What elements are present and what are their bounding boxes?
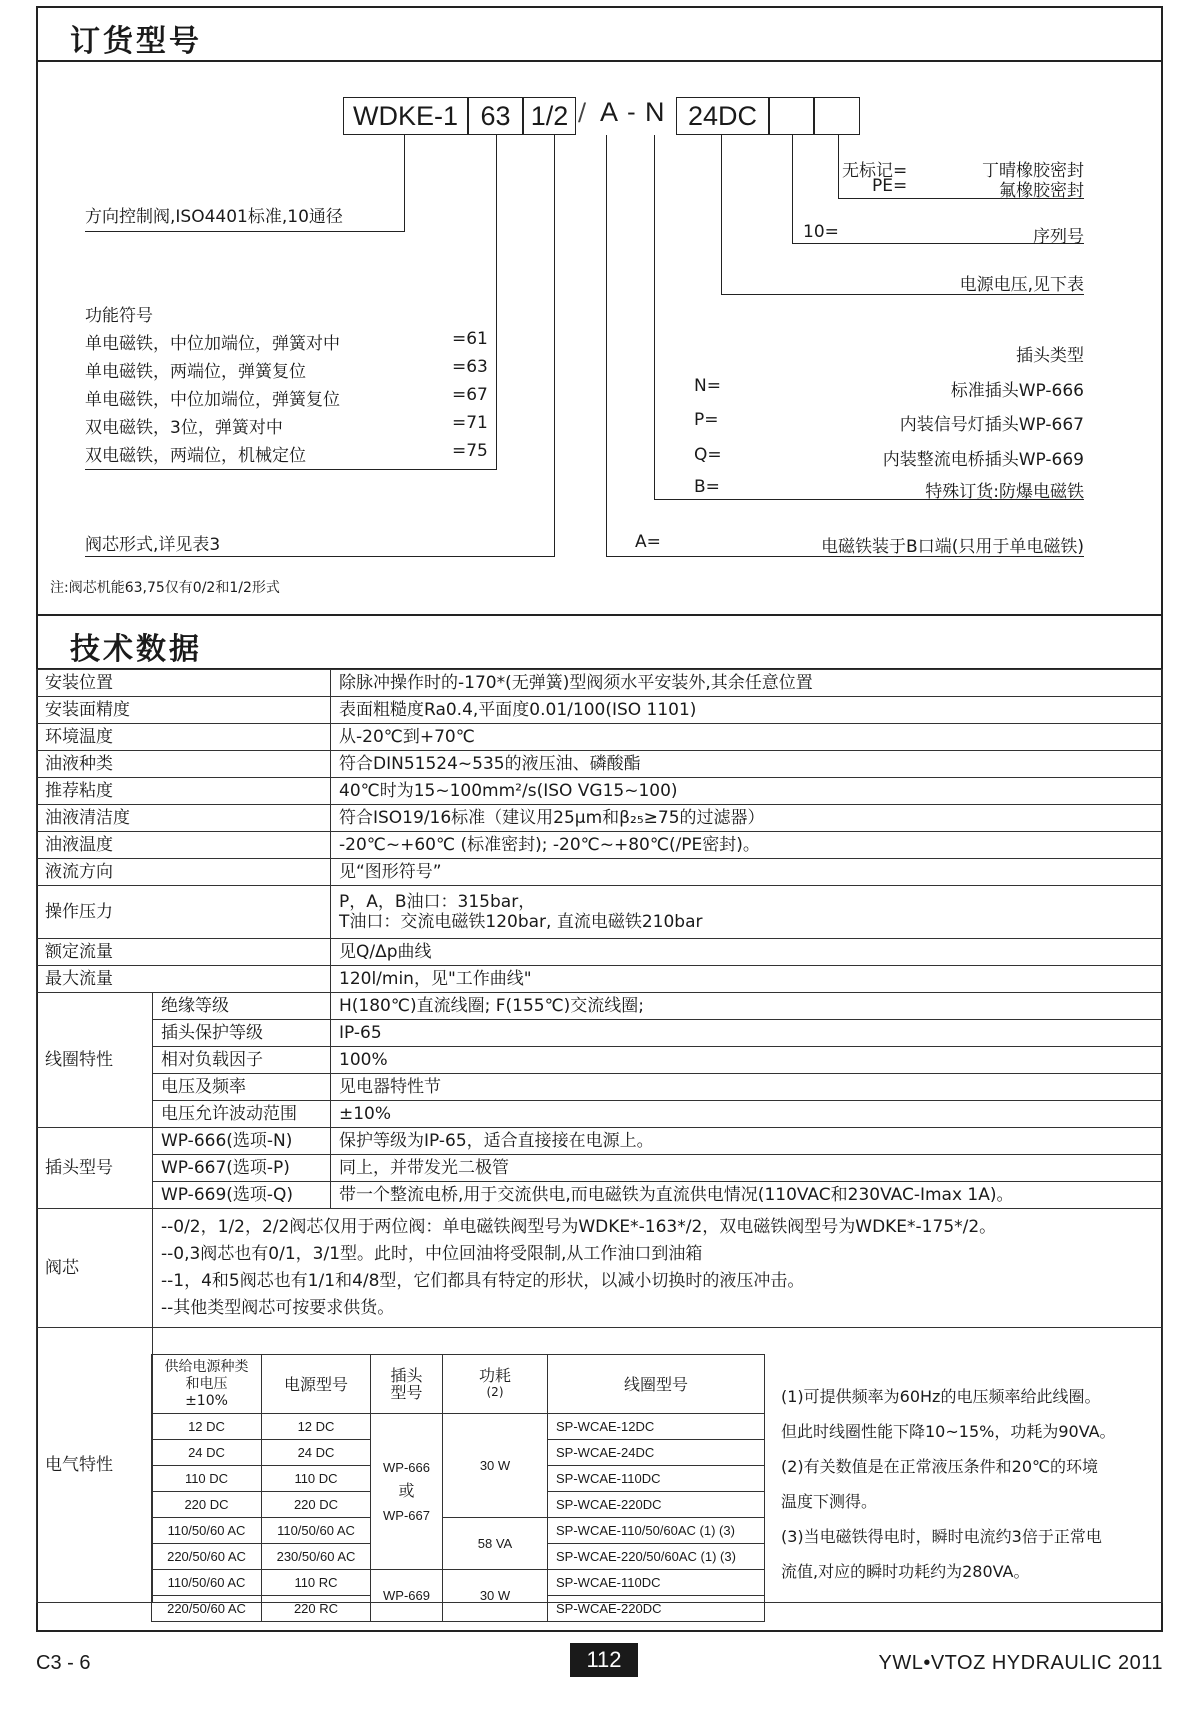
row-value: 见“图形符号”	[331, 859, 1163, 886]
leader-line	[554, 135, 555, 556]
table-row	[37, 1209, 1163, 1328]
header-tolerance: ±10%	[185, 1392, 228, 1409]
plug-group-a3: WP-667	[383, 1507, 430, 1523]
code-dash: -	[627, 98, 636, 126]
header-power-note: (2)	[486, 1385, 504, 1399]
plug-type-label: 插头型号	[37, 1128, 153, 1209]
cell-source: 220 RC	[262, 1596, 371, 1622]
plug-group-a2: 或	[398, 1482, 415, 1500]
function-desc: 双电磁铁，3位，弹簧对中	[85, 418, 283, 438]
row-label: 操作压力	[37, 886, 331, 939]
voltage-label: 电源电压,见下表	[959, 275, 1084, 295]
tech-section-header	[36, 614, 1163, 670]
cell-supply: 12 DC	[152, 1414, 262, 1440]
code-slash: /	[578, 98, 587, 126]
cell-supply: 110/50/60 AC	[152, 1518, 262, 1544]
cell-plug-group-b: WP-669	[371, 1570, 443, 1622]
row-value: IP-65	[331, 1020, 1163, 1047]
table-row	[37, 939, 1163, 966]
page-number: 112	[570, 1643, 638, 1677]
electrical-notes	[781, 1379, 1116, 1589]
header-power-label: 功耗	[478, 1366, 511, 1385]
plug-key: B=	[694, 477, 720, 497]
cell-supply: 220 DC	[152, 1492, 262, 1518]
sub-label: WP-669(选项-Q)	[153, 1182, 331, 1209]
spool-line: --0,3阀芯也有0/1，3/1型。此时，中位回油将受限制,从工作油口到油箱	[161, 1244, 703, 1264]
header-supply-label: 供给电源种类和电压	[164, 1358, 249, 1392]
cell-source: 12 DC	[262, 1414, 371, 1440]
cell-coil: SP-WCAE-110DC	[548, 1570, 765, 1596]
row-label: 额定流量	[37, 939, 331, 966]
plug-value: 特殊订货:防爆电磁铁	[925, 482, 1084, 502]
cell-source: 110/50/60 AC	[262, 1518, 371, 1544]
header-supply	[152, 1355, 262, 1414]
cell-coil: SP-WCAE-24DC	[548, 1440, 765, 1466]
code-box-spool: 1/2	[523, 97, 576, 135]
function-title: 功能符号	[85, 306, 153, 326]
function-code: =67	[452, 385, 488, 405]
cell-supply: 220/50/60 AC	[152, 1544, 262, 1570]
footer-brand: YWL•VTOZ HYDRAULIC 2011	[878, 1652, 1163, 1674]
table-row	[37, 832, 1163, 859]
sub-label: 电压及频率	[153, 1074, 331, 1101]
note-line: 但此时线圈性能下降10~15%，功耗为90VA。	[781, 1422, 1116, 1441]
cell-supply: 220/50/60 AC	[152, 1596, 262, 1622]
function-desc: 双电磁铁，两端位，机械定位	[85, 446, 306, 466]
ordering-section-header	[36, 6, 1163, 62]
leader-line	[721, 135, 722, 295]
leader-line	[496, 135, 497, 470]
series-value: 序列号	[1033, 227, 1084, 247]
header-coil: 线圈型号	[548, 1355, 765, 1414]
sub-label: 插头保护等级	[153, 1020, 331, 1047]
spool-line: --0/2，1/2，2/2阀芯仅用于两位阀：单电磁铁阀型号为WDKE*-163*/2，双电磁铁阀型号为WDKE*-175*/2。	[161, 1217, 997, 1237]
table-row	[37, 1074, 1163, 1101]
cell-plug-group-a	[371, 1414, 443, 1570]
header-power	[443, 1355, 548, 1414]
function-code: =71	[452, 413, 488, 433]
seal-value-2: 氟橡胶密封	[999, 181, 1084, 201]
row-value: H(180℃)直流线圈; F(155℃)交流线圈;	[331, 993, 1163, 1020]
table-row	[37, 805, 1163, 832]
sub-label: 电压允许波动范围	[153, 1101, 331, 1128]
table-row	[152, 1414, 765, 1440]
function-desc: 单电磁铁，中位加端位，弹簧复位	[85, 390, 340, 410]
table-row	[37, 1182, 1163, 1209]
note-line: (3)当电磁铁得电时，瞬时电流约3倍于正常电	[781, 1527, 1102, 1546]
note-line: (2)有关数值是在正常液压条件和20℃的环境	[781, 1457, 1098, 1476]
ordering-note: 注:阀芯机能63,75仅有0/2和1/2形式	[50, 580, 280, 596]
header-plug	[371, 1355, 443, 1414]
row-value: 见电器特性节	[331, 1074, 1163, 1101]
row-label: 安装位置	[37, 670, 331, 697]
cell-source: 220 DC	[262, 1492, 371, 1518]
cell-supply: 110/50/60 AC	[152, 1570, 262, 1596]
cell-coil: SP-WCAE-110/50/60AC (1) (3)	[548, 1518, 765, 1544]
cell-source: 230/50/60 AC	[262, 1544, 371, 1570]
row-value: 见Q/Δp曲线	[331, 939, 1163, 966]
electrical-label: 电气特性	[37, 1328, 153, 1603]
sub-label: 绝缘等级	[153, 993, 331, 1020]
seal-key-2: PE=	[872, 176, 908, 196]
table-header-row	[152, 1355, 765, 1414]
cell-source: 110 DC	[262, 1466, 371, 1492]
row-value: ±10%	[331, 1101, 1163, 1128]
note-line: 温度下测得。	[781, 1492, 878, 1511]
code-box-type: WDKE-1	[343, 97, 468, 135]
row-value: 120l/min，见"工作曲线"	[331, 966, 1163, 993]
spool-notes	[153, 1209, 1163, 1328]
row-value: 同上，并带发光二极管	[331, 1155, 1163, 1182]
plug-key: N=	[694, 376, 721, 396]
header-plug-label: 插头型号	[390, 1366, 423, 1402]
leader-line	[85, 231, 405, 232]
table-row	[37, 670, 1163, 697]
code-box-a: A	[600, 97, 619, 127]
plug-value: 内装信号灯插头WP-667	[899, 415, 1084, 435]
table-row	[37, 697, 1163, 724]
spool-label: 阀芯	[37, 1209, 153, 1328]
leader-line	[792, 135, 793, 244]
row-value: 符合DIN51524~535的液压油、磷酸酯	[331, 751, 1163, 778]
cell-power-dc: 30 W	[443, 1414, 548, 1518]
valve-description: 方向控制阀,ISO4401标准,10通径	[85, 207, 343, 227]
solenoid-a-key: A=	[635, 532, 661, 552]
code-box-seal	[814, 97, 860, 135]
table-row	[37, 1047, 1163, 1074]
leader-line	[606, 135, 607, 556]
leader-line	[838, 135, 839, 199]
plug-value: 标准插头WP-666	[950, 381, 1084, 401]
code-box-plug: N	[645, 97, 665, 127]
cell-coil: SP-WCAE-220DC	[548, 1492, 765, 1518]
table-row	[37, 1020, 1163, 1047]
spool-form-label: 阀芯形式,详见表3	[85, 535, 221, 555]
table-row	[37, 751, 1163, 778]
spool-line: --其他类型阀芯可按要求供货。	[161, 1298, 395, 1318]
header-source: 电源型号	[262, 1355, 371, 1414]
cell-source: 110 RC	[262, 1570, 371, 1596]
cell-power-ac: 58 VA	[443, 1518, 548, 1570]
row-value: 除脉冲操作时的-170*(无弹簧)型阀须水平安装外,其余任意位置	[331, 670, 1163, 697]
table-row	[37, 1128, 1163, 1155]
cell-coil: SP-WCAE-220DC	[548, 1596, 765, 1622]
cell-coil: SP-WCAE-220/50/60AC (1) (3)	[548, 1544, 765, 1570]
cell-supply: 110 DC	[152, 1466, 262, 1492]
plug-key: Q=	[694, 445, 722, 465]
row-label: 环境温度	[37, 724, 331, 751]
plug-key: P=	[694, 410, 719, 430]
function-code: =75	[452, 441, 488, 461]
table-row	[37, 966, 1163, 993]
row-label: 油液清洁度	[37, 805, 331, 832]
plug-title: 插头类型	[1016, 346, 1084, 366]
leader-line	[85, 469, 497, 470]
row-label: 最大流量	[37, 966, 331, 993]
pressure-line-2: T油口：交流电磁铁120bar, 直流电磁铁210bar	[339, 912, 703, 932]
series-key: 10=	[803, 222, 839, 242]
row-value	[331, 886, 1163, 939]
seal-key-1: 无标记=	[842, 161, 908, 181]
table-row	[37, 993, 1163, 1020]
coil-label: 线圈特性	[37, 993, 153, 1128]
table-row	[37, 886, 1163, 939]
spool-line: --1，4和5阀芯也有1/1和4/8型，它们都具有特定的形状，以减小切换时的液压冲击。	[161, 1271, 805, 1291]
row-label: 油液温度	[37, 832, 331, 859]
ordering-title: 订货型号	[70, 24, 202, 59]
row-value: 表面粗糙度Ra0.4,平面度0.01/100(ISO 1101)	[331, 697, 1163, 724]
leader-line	[654, 135, 655, 499]
table-row	[37, 724, 1163, 751]
note-line: 流值,对应的瞬时功耗约为280VA。	[781, 1562, 1030, 1581]
row-value: 40℃时为15~100mm²/s(ISO VG15~100)	[331, 778, 1163, 805]
table-row	[37, 778, 1163, 805]
cell-coil: SP-WCAE-110DC	[548, 1466, 765, 1492]
row-label: 油液种类	[37, 751, 331, 778]
plug-group-a1: WP-666	[383, 1459, 430, 1475]
footer-section-code: C3 - 6	[36, 1652, 91, 1674]
sub-label: WP-667(选项-P)	[153, 1155, 331, 1182]
function-desc: 单电磁铁，中位加端位，弹簧对中	[85, 334, 340, 354]
table-row	[152, 1518, 765, 1544]
table-row	[37, 1155, 1163, 1182]
code-box-function: 63	[468, 97, 523, 135]
row-value: 带一个整流电桥,用于交流供电,而电磁铁为直流供电情况(110VAC和230VAC-Imax 1A)。	[331, 1182, 1163, 1209]
electrical-table	[151, 1354, 765, 1622]
leader-line	[85, 556, 555, 557]
sub-label: 相对负载因子	[153, 1047, 331, 1074]
seal-value-1: 丁晴橡胶密封	[982, 161, 1084, 181]
row-value: 符合ISO19/16标准（建议用25μm和β₂₅≥75的过滤器）	[331, 805, 1163, 832]
table-row	[37, 1101, 1163, 1128]
pressure-line-1: P，A，B油口：315bar，	[339, 892, 536, 912]
table-row	[37, 859, 1163, 886]
row-value: 从-20℃到+70℃	[331, 724, 1163, 751]
row-value: 100%	[331, 1047, 1163, 1074]
leader-line	[404, 135, 405, 232]
row-label: 安装面精度	[37, 697, 331, 724]
function-code: =63	[452, 357, 488, 377]
sub-label: WP-666(选项-N)	[153, 1128, 331, 1155]
cell-power-rc: 30 W	[443, 1570, 548, 1622]
code-box-voltage: 24DC	[676, 97, 769, 135]
function-desc: 单电磁铁，两端位，弹簧复位	[85, 362, 306, 382]
note-line: (1)可提供频率为60Hz的电压频率给此线圈。	[781, 1387, 1101, 1406]
cell-coil: SP-WCAE-12DC	[548, 1414, 765, 1440]
plug-value: 内装整流电桥插头WP-669	[882, 450, 1084, 470]
function-code: =61	[452, 329, 488, 349]
code-box-series	[769, 97, 814, 135]
row-value: -20℃~+60℃ (标准密封); -20℃~+80℃(/PE密封)。	[331, 832, 1163, 859]
tech-title: 技术数据	[70, 632, 202, 667]
row-label: 液流方向	[37, 859, 331, 886]
row-value: 保护等级为IP-65，适合直接接在电源上。	[331, 1128, 1163, 1155]
table-row	[152, 1570, 765, 1596]
solenoid-a-value: 电磁铁装于B口端(只用于单电磁铁)	[821, 537, 1084, 557]
row-label: 推荐粘度	[37, 778, 331, 805]
cell-supply: 24 DC	[152, 1440, 262, 1466]
cell-source: 24 DC	[262, 1440, 371, 1466]
